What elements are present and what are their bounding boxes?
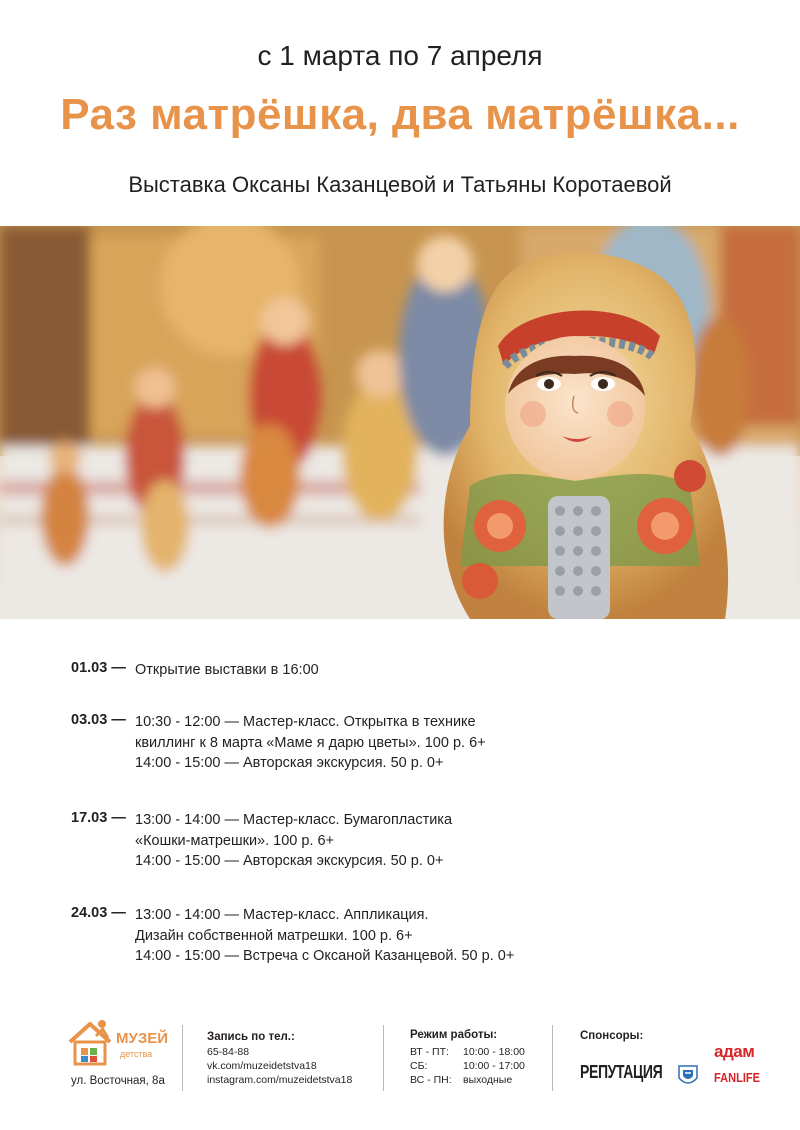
event-line: Открытие выставки в 16:00	[135, 662, 319, 678]
event-line: квиллинг к 8 марта «Маме я дарю цветы». 100 р. 6+	[135, 734, 486, 751]
hours-row	[410, 1060, 525, 1072]
footer	[0, 1018, 800, 1130]
dates-heading: с 1 марта по 7 апреля	[257, 40, 543, 71]
divider	[383, 1025, 384, 1091]
hours-row	[410, 1046, 525, 1058]
event-line: 13:00 - 14:00 — Мастер-класс. Аппликация.	[135, 907, 429, 923]
contact-phone: 65-84-88	[207, 1046, 250, 1058]
event-date: 24.03 —	[71, 905, 126, 921]
sponsor-adam-logo: адам	[714, 1042, 755, 1061]
hours-label: Режим работы:	[410, 1029, 498, 1041]
event-line: 10:30 - 12:00 — Мастер-класс. Открытка в технике	[135, 714, 476, 730]
hours-time: 10:00 - 18:00	[463, 1046, 525, 1058]
contacts-label: Запись по тел.:	[207, 1031, 295, 1043]
matryoshka-photo	[0, 226, 800, 619]
event-line: 14:00 - 15:00 — Авторская экскурсия. 50 р. 0+	[135, 853, 444, 869]
hours-time: 10:00 - 17:00	[463, 1060, 525, 1072]
contact-vk-link[interactable]: vk.com/muzeidetstva18	[207, 1060, 317, 1072]
event-line: Дизайн собственной матрешки. 100 р. 6+	[135, 927, 413, 944]
event-line: «Кошки-матрешки». 100 р. 6+	[135, 832, 335, 849]
divider	[182, 1025, 183, 1091]
museum-address: ул. Восточная, 8а	[71, 1075, 165, 1087]
hours-time: выходные	[463, 1074, 513, 1086]
event-date: 01.03 —	[71, 660, 126, 676]
sponsors-label: Спонсоры:	[580, 1030, 644, 1042]
udmurtia-emblem-icon	[677, 1064, 699, 1088]
sponsor-fanlife-logo: FANLIFE	[714, 1070, 761, 1085]
museum-tag: детства	[120, 1049, 153, 1059]
event-line: 13:00 - 14:00 — Мастер-класс. Бумагопластика	[135, 812, 453, 828]
event-date: 03.03 —	[71, 712, 126, 728]
event-date: 17.03 —	[71, 810, 126, 826]
museum-name: МУЗЕЙ	[116, 1030, 169, 1047]
hours-row	[410, 1074, 513, 1086]
museum-logo	[64, 1018, 169, 1068]
hours-days: СБ:	[410, 1060, 428, 1072]
exhibition-subtitle: Выставка Оксаны Казанцевой и Татьяны Коротаевой	[128, 172, 672, 197]
sponsor-reputation-logo: РЕПУТАЦИЯ	[580, 1062, 663, 1082]
exhibition-title: Раз матрёшка, два матрёшка...	[60, 90, 740, 139]
hours-days: ВС - ПН:	[410, 1074, 452, 1086]
contact-instagram-link[interactable]: instagram.com/muzeidetstva18	[207, 1074, 353, 1086]
divider	[552, 1025, 553, 1091]
event-line: 14:00 - 15:00 — Встреча с Оксаной Казанцевой. 50 р. 0+	[135, 948, 515, 964]
house-kids-icon	[64, 1018, 116, 1068]
hours-days: ВТ - ПТ:	[410, 1046, 449, 1058]
event-line: 14:00 - 15:00 — Авторская экскурсия. 50 р. 0+	[135, 755, 444, 771]
